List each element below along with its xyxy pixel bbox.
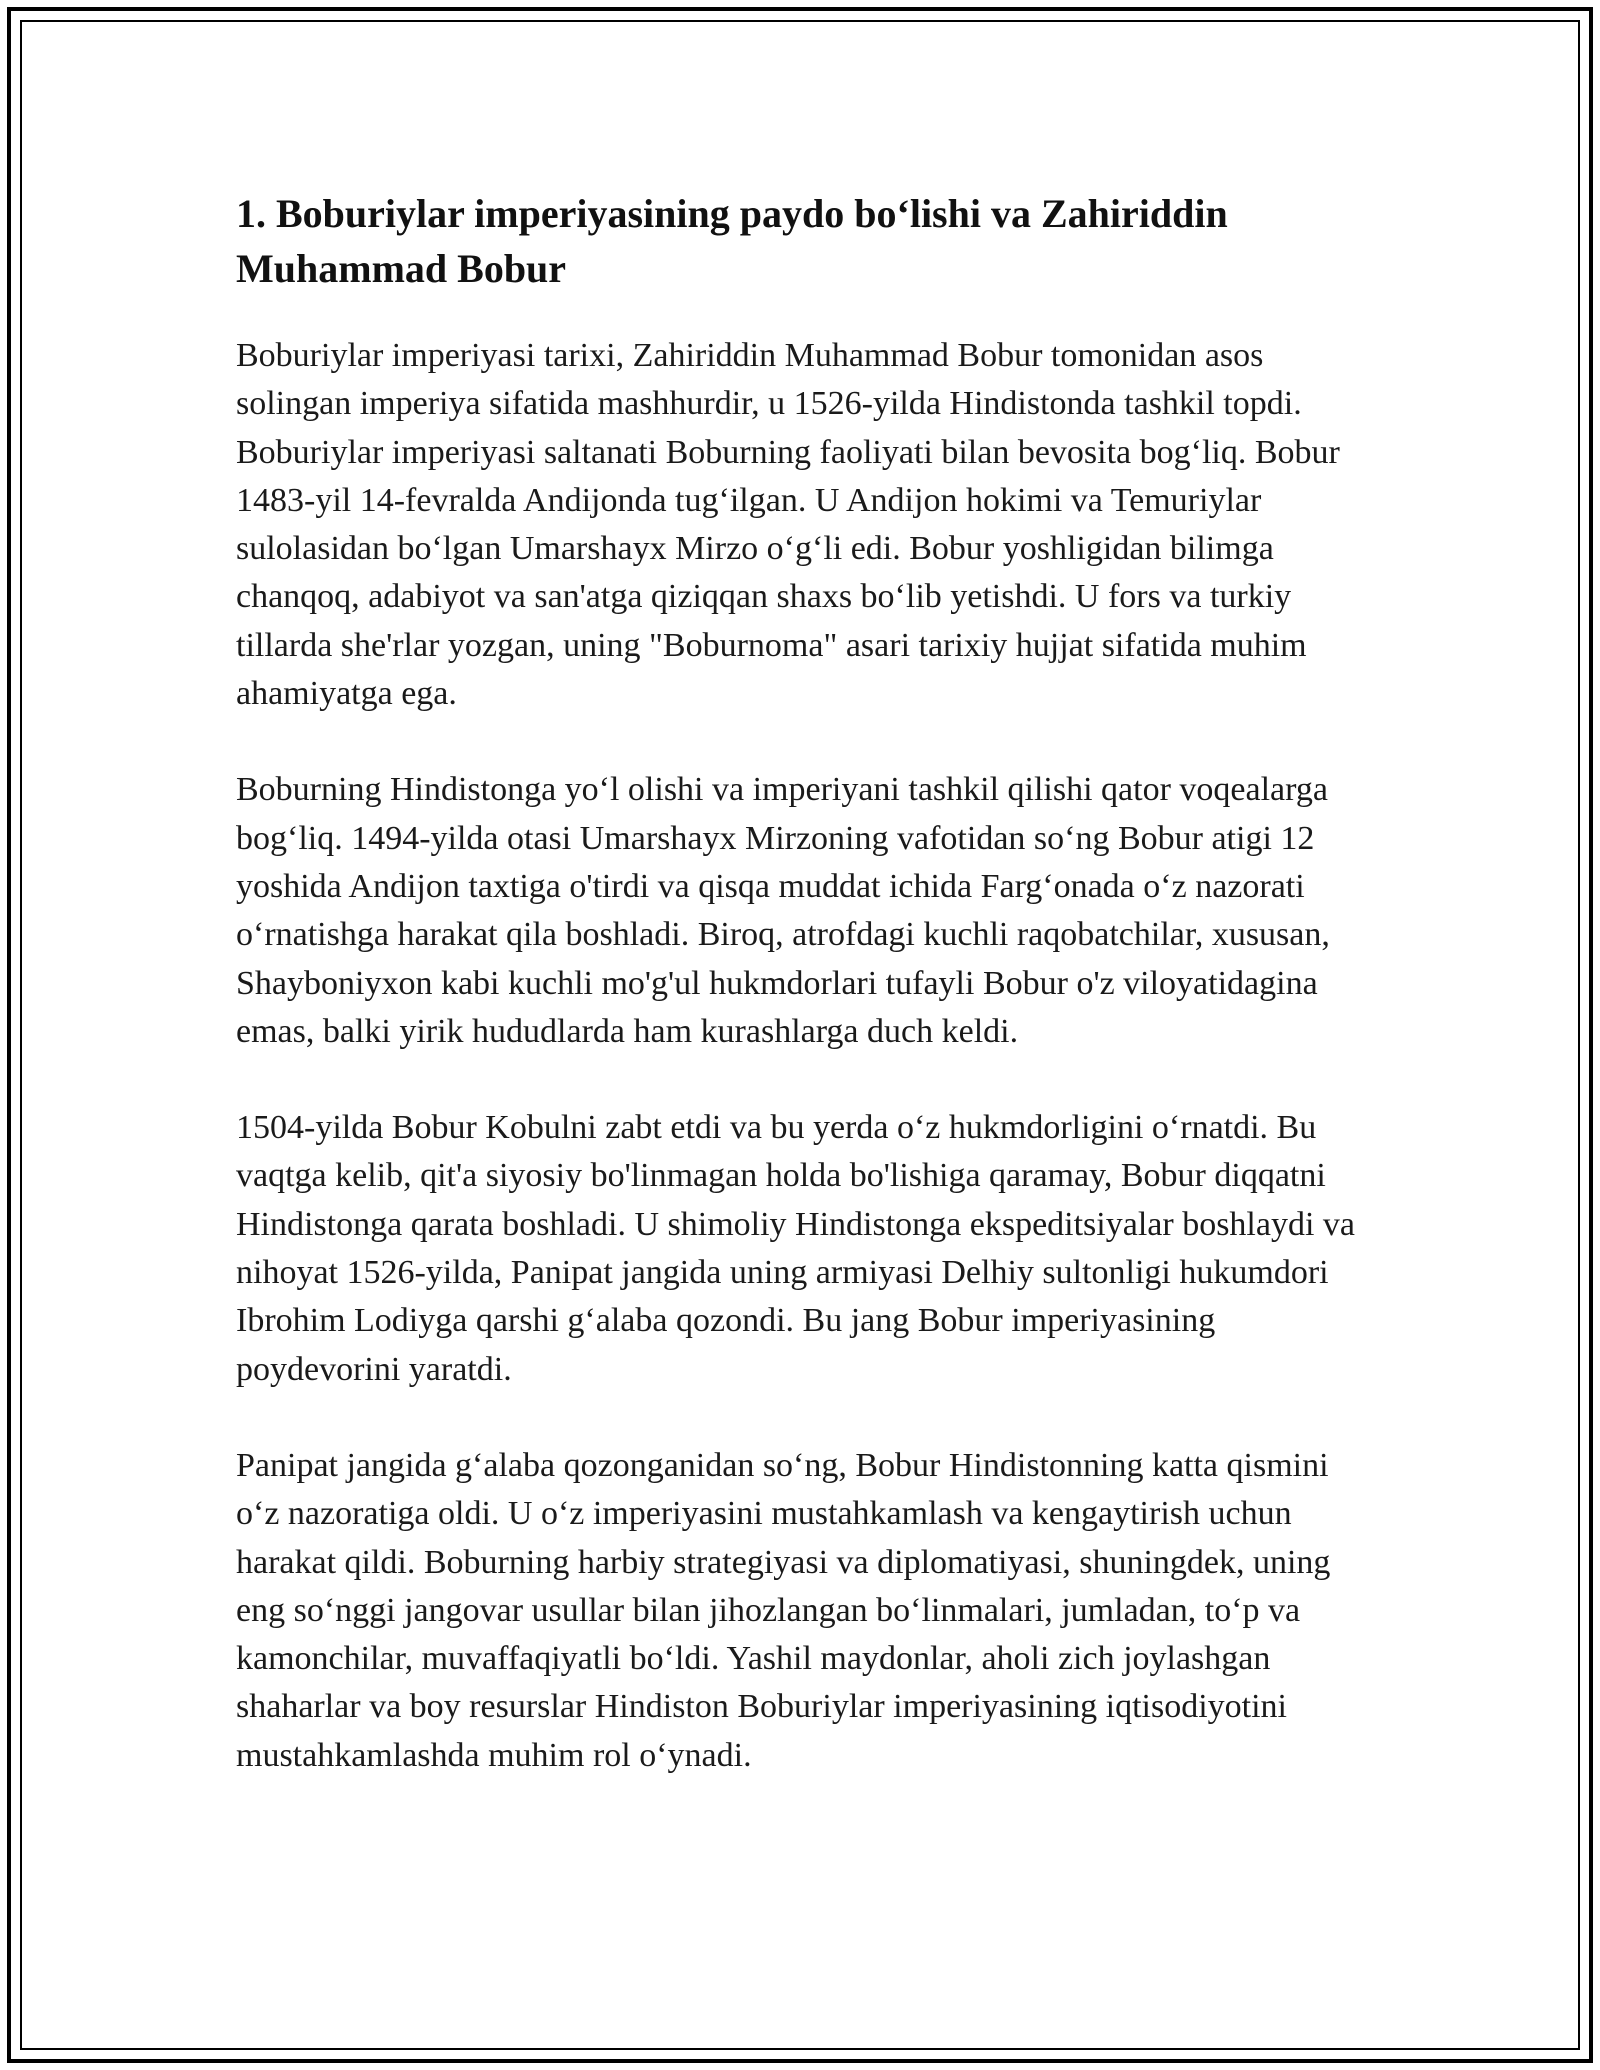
section-heading: 1. Boburiylar imperiyasining paydo bo‘lishi va Zahiriddin Muhammad Bobur <box>236 191 1228 291</box>
paragraph-3: 1504-yilda Bobur Kobulni zabt etdi va bu yerda o‘z hukmdorligini o‘rnatdi. Bu vaqtga kelib, qit'a siyosiy bo'linmagan holda bo'lishiga qaramay, Bobur diqqatni Hindistonga qarata boshladi. U shimoliy Hindistonga ekspeditsiyalar boshlaydi va nihoyat 1526-yilda, Panipat jangida uning armiyasi Delhiy sultonligi hukumdori Ibrohim Lodiyga qarshi g‘alaba qozondi. Bu jang Bobur imperiyasining poydevorini yaratdi. <box>236 1109 1355 1388</box>
paragraph-1: Boburiylar imperiyasi tarixi, Zahiriddin Muhammad Bobur tomonidan asos solingan imperiya sifatida mashhurdir, u 1526-yilda Hindistonda tashkil topdi. Boburiylar imperiyasi saltanati Boburning faoliyati bilan bevosita bog‘liq. Bobur 1483-yil 14-fevralda Andijonda tug‘ilgan. U Andijon hokimi va Temuriylar sulolasidan bo‘lgan Umarshayx Mirzo o‘g‘li edi. Bobur yoshligidan bilimga chanqoq, adabiyot va san'atga qiziqqan shaxs bo‘lib yetishdi. U fors va turkiy tillarda she'rlar yozgan, uning "Boburnoma" asari tarixiy hujjat sifatida muhim ahamiyatga ega. <box>236 337 1340 713</box>
paragraph-4: Panipat jangida g‘alaba qozonganidan so‘ng, Bobur Hindistonning katta qismini o‘z nazoratiga oldi. U o‘z imperiyasini mustahkamlash va kengaytirish uchun harakat qildi. Boburning harbiy strategiyasi va diplomatiyasi, shuningdek, uning eng so‘nggi jangovar usullar bilan jihozlangan bo‘linmalari, jumladan, to‘p va kamonchilar, muvaffaqiyatli bo‘ldi. Yashil maydonlar, aholi zich joylashgan shaharlar va boy resurslar Hindiston Boburiylar imperiyasining iqtisodiyotini mustahkamlashda muhim rol o‘ynadi. <box>236 1446 1331 1774</box>
paragraph-2: Boburning Hindistonga yo‘l olishi va imperiyani tashkil qilishi qator voqealarga bog‘liq. 1494-yilda otasi Umarshayx Mirzoning vafotidan so‘ng Bobur atigi 12 yoshida Andijon taxtiga o'tirdi va qisqa muddat ichida Farg‘onada o‘z nazorati o‘rnatishga harakat qila boshladi. Biroq, atrofdagi kuchli raqobatchilar, xususan, Shayboniyxon kabi kuchli mo'g'ul hukmdorlari tufayli Bobur o'z viloyatidagina emas, balki yirik hududlarda ham kurashlarga duch keldi. <box>236 771 1330 1050</box>
document-body <box>236 186 1376 1828</box>
